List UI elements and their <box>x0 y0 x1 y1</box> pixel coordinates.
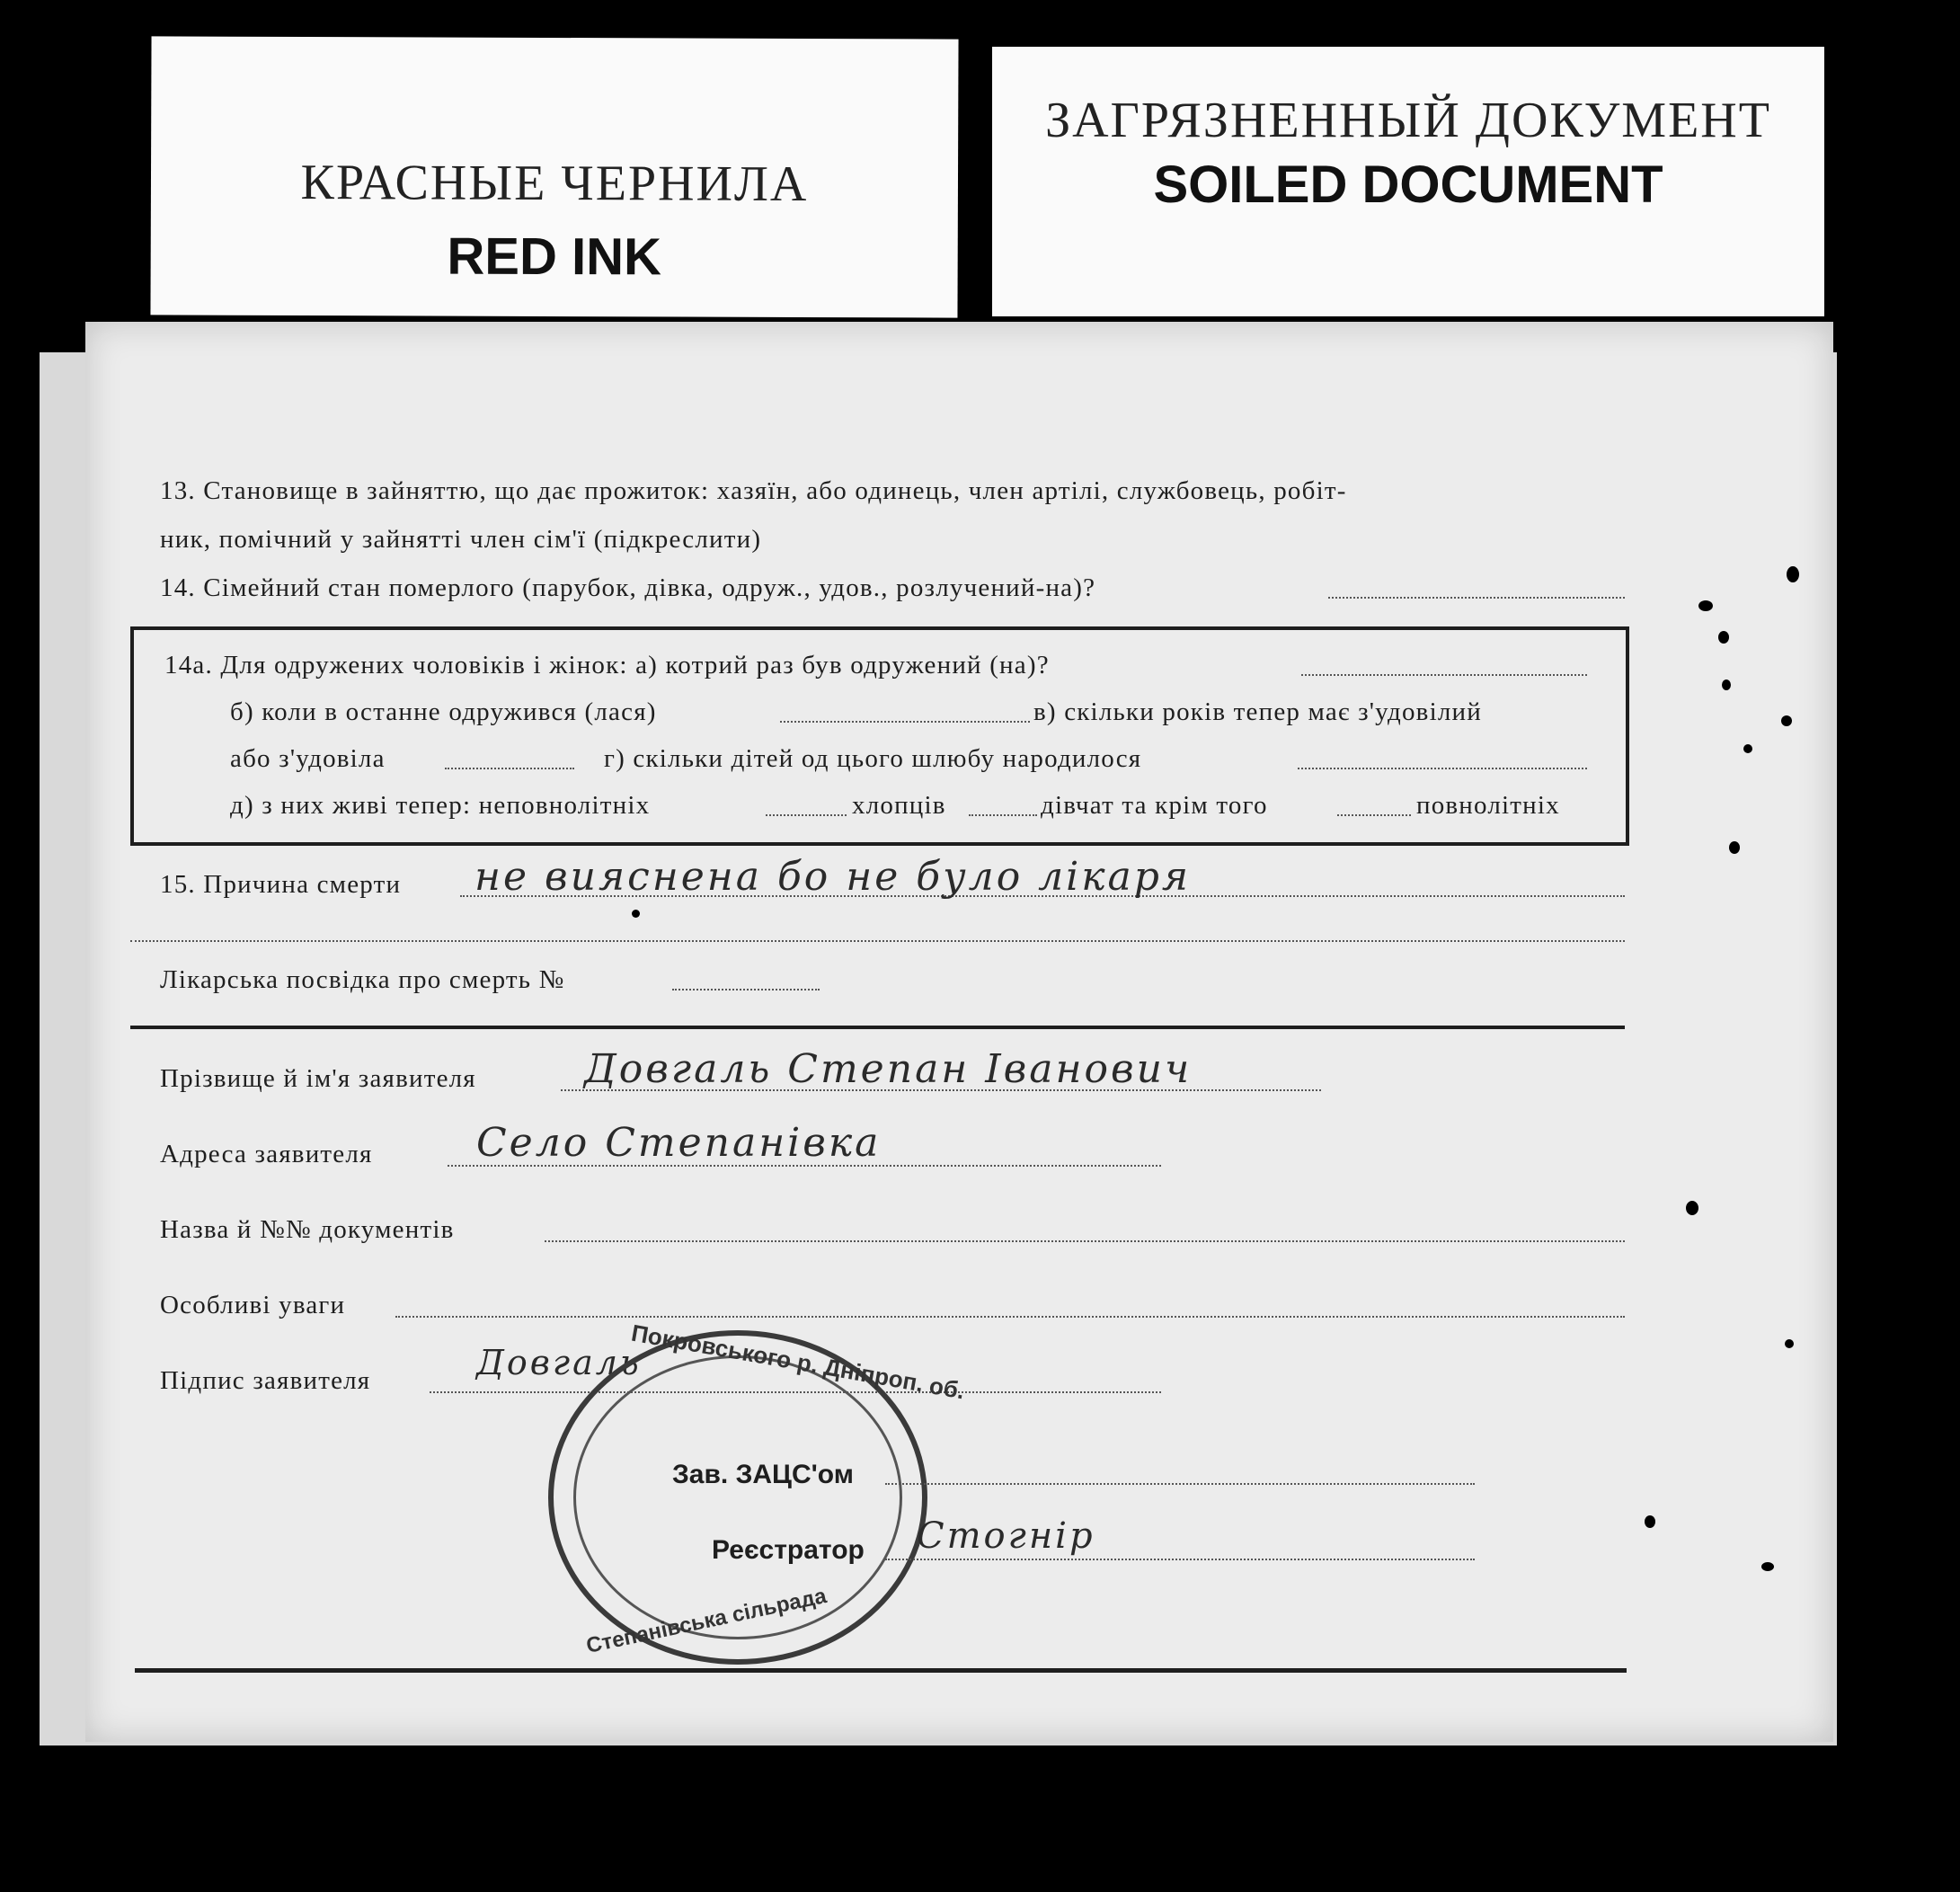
soiled-document-label-en: SOILED DOCUMENT <box>1153 155 1663 214</box>
soil-mark <box>1761 1562 1774 1571</box>
soiled-document-label-ru: ЗАГРЯЗНЕННЫЙ ДОКУМЕНТ <box>1045 93 1771 148</box>
question-14a-a-answer-line <box>1301 674 1587 676</box>
official-stamp-inner-ring <box>573 1355 902 1639</box>
applicant-name-value: Довгаль Степан Іванович <box>584 1046 1193 1092</box>
question-14a-d-girls-line <box>1337 814 1411 816</box>
soil-mark <box>1781 715 1792 726</box>
signature-label: Підпис заявителя <box>160 1366 371 1395</box>
question-14a-v: в) скільки років тепер має з'удовілий <box>1033 697 1482 726</box>
question-14a-d-boys: хлопців <box>852 791 946 820</box>
soil-mark <box>1645 1515 1655 1528</box>
applicant-signature: Довгаль <box>476 1343 642 1382</box>
registrar-line <box>885 1559 1475 1560</box>
documents-line <box>545 1240 1625 1242</box>
documents-label: Назва й №№ документів <box>160 1215 455 1244</box>
question-14a-d: д) з них живі тепер: неповнолітніх <box>230 791 651 820</box>
soil-mark <box>632 910 640 918</box>
soil-mark <box>1698 600 1713 611</box>
stamp-text-top: Покровського р. Дніпроп. об. <box>629 1319 967 1405</box>
notes-line <box>395 1316 1625 1318</box>
soil-mark <box>1686 1201 1698 1215</box>
question-14a-d-adults: повнолітніх <box>1416 791 1560 820</box>
question-15-answer-line-2 <box>130 940 1625 942</box>
red-ink-card <box>150 36 958 317</box>
medical-certificate-label: Лікарська посвідка про смерть № <box>160 965 565 994</box>
question-14a-d-girls: дівчат та крім того <box>1041 791 1268 820</box>
notes-label: Особливі уваги <box>160 1291 346 1319</box>
medical-certificate-number-line <box>672 989 820 990</box>
question-14a-b: б) коли в останне одружився (лася) <box>230 697 657 726</box>
question-15-answer: не вияснена бо не було лікаря <box>474 854 1192 900</box>
soil-mark <box>1743 744 1752 753</box>
question-14a-d-minors-line <box>766 814 847 816</box>
head-of-registry-label: Зав. ЗАЦС'ом <box>672 1460 854 1489</box>
question-14a-v-answer-line <box>445 768 574 769</box>
question-14-answer-line <box>1328 597 1625 599</box>
applicant-name-label: Прізвище й ім'я заявителя <box>160 1064 476 1093</box>
question-14a-d-boys-line <box>969 814 1037 816</box>
question-14a-line-1: 14а. Для одружених чоловіків і жінок: а) котрий раз був одружений (на)? <box>164 651 1050 680</box>
soil-mark <box>1729 841 1740 854</box>
registrar-signature: Стогнір <box>917 1515 1095 1557</box>
red-ink-label-en: RED INK <box>447 227 662 287</box>
soiled-document-card <box>992 47 1824 316</box>
applicant-address-label: Адреса заявителя <box>160 1140 373 1168</box>
question-15: 15. Причина смерти <box>160 870 402 899</box>
applicant-address-value: Село Степанівка <box>476 1120 882 1166</box>
head-of-registry-line <box>885 1483 1475 1485</box>
soil-mark <box>1787 566 1799 582</box>
soil-mark <box>1785 1339 1794 1348</box>
question-14a-g: г) скільки дітей од цього шлюбу народилося <box>604 744 1142 773</box>
question-14a-g-answer-line <box>1298 768 1587 769</box>
bottom-rule <box>135 1668 1627 1673</box>
soil-mark <box>1718 631 1729 644</box>
registrar-label: Реєстратор <box>712 1535 865 1565</box>
question-13-line-2: ник, помічний у зайнятті член сім'ї (підкреслити) <box>160 525 762 554</box>
question-14: 14. Сімейний стан померлого (парубок, дівка, одруж., удов., розлучений-на)? <box>160 573 1096 602</box>
question-14a-b-answer-line <box>780 721 1030 723</box>
stamp-text-bottom: Степанівська сільрада <box>584 1583 829 1659</box>
section-divider <box>130 1026 1625 1029</box>
question-13-line-1: 13. Становище в зайняттю, що дає прожиток: хазяїн, або одинець, член артілі, службовець, робіт- <box>160 476 1347 505</box>
red-ink-label-ru: КРАСНЫЕ ЧЕРНИЛА <box>300 155 809 212</box>
question-14a-abo: або з'удовіла <box>230 744 386 773</box>
soil-mark <box>1722 680 1731 690</box>
